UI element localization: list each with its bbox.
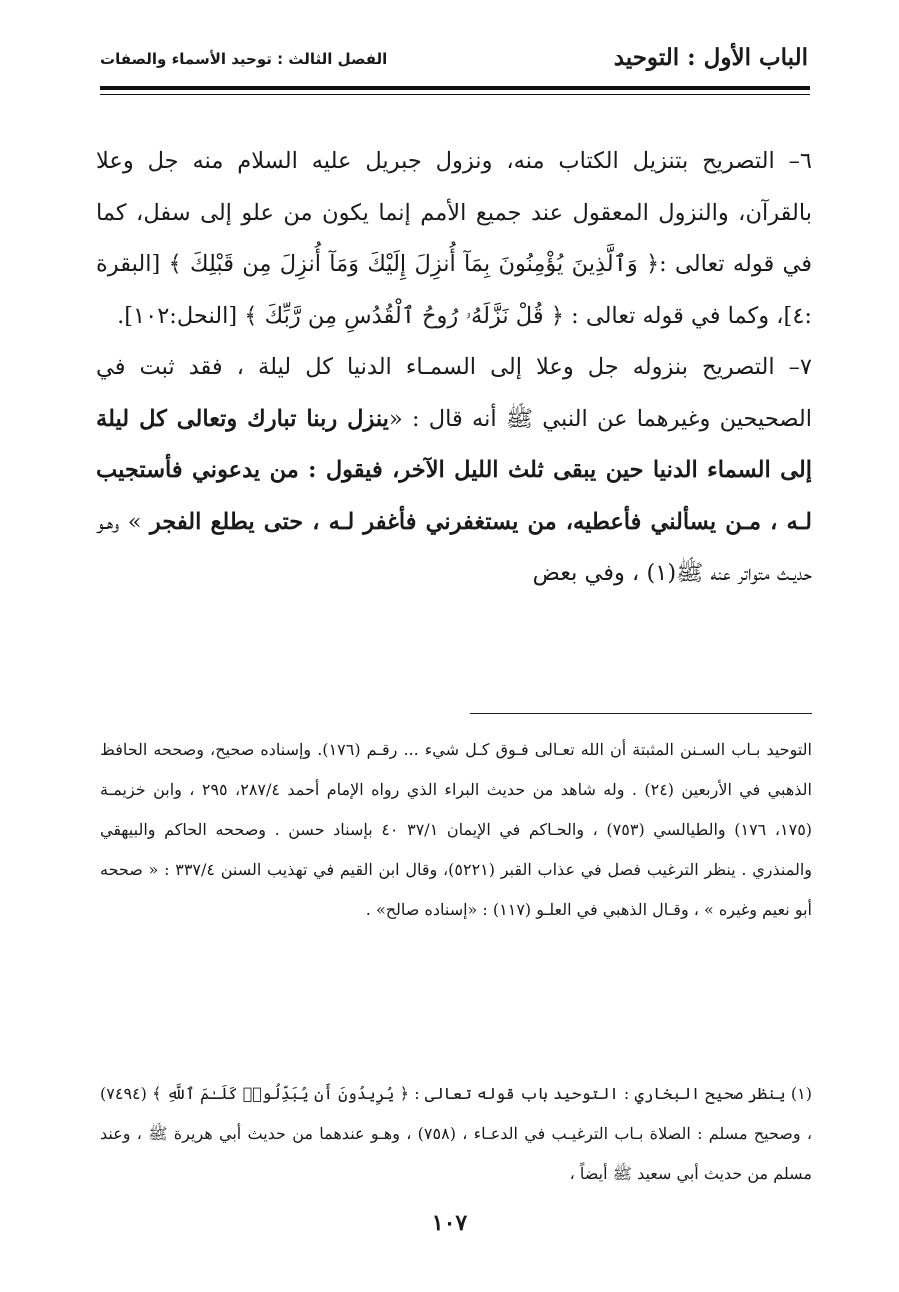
running-header [100,40,808,76]
hadith-text: ينزل ربنا تبارك وتعالى كل ليلة إلى السماء الدنيا حين يبقى ثلث الليل الآخر، فيقول : من يدعوني فأستجيب لـه ، مـن يسألني فأعطيه، من يستغفرني فأغفر لـه ، حتى يطلع الفجر [96,405,812,535]
paragraph-6: ٦– التصريح بتنزيل الكتاب منه، ونزول جبريل عليه السلام منه جل وعلا بالقرآن، والنزول المعقول عند جميع الأمم إنما يكون من علو إلى سفل، كما في قوله تعالى :﴿ وَٱلَّذِينَ يُؤْمِنُونَ بِمَآ أُنزِلَ إِلَيْكَ وَمَآ أُنزِلَ مِن قَبْلِكَ ﴾ [البقرة :٤]، وكما في قوله تعالى : ﴿ قُلْ نَزَّلَهُۥ رُوحُ ٱلْقُدُسِ مِن رَّبِّكَ ﴾ [النحل:١٠٢]. [96,148,812,329]
footnote-continuation-text: التوحيد بـاب السـنن المثبتة أن الله تعـالى فـوق كـل شيء ... رقـم (١٧٦). وإسناده صحيح، وصححه الحافظ الذهبي في الأربعين (٢٤) . وله شاهد من حديث البراء الذي رواه الإمام أحمد ٢٨٧/٤، ٢٩٥ ، وابن خزيمـة (١٧٥، ١٧٦) والطيالسي (٧٥٣) ، والحـاكم في الإيمان ٣٧/١ ٤٠ بإسناد حسن . وصححه الحاكم والبيهقي والمنذري . ينظر الترغيب فصل في عذاب القبر (٥٢٢١)، وقال ابن القيم في تهذيب السنن ٣٣٧/٤ : « صححه أبو نعيم وغيره » ، وقـال الذهبي في العلـو (١١٧) : «إسناده صالح» . [100,740,813,919]
section-title: الفصل الثالث : توحيد الأسماء والصفات [100,50,388,68]
footnote-1 [100,1074,812,1194]
page-number: ١٠٧ [431,1210,468,1236]
paragraph-7 [96,342,812,600]
header-rule-thick [100,86,810,90]
chapter-title: الباب الأول : التوحيد [613,44,808,71]
paragraph-7-end: » وهـو حديـث متواتر عنه ﷺ(١) ، وفي بعض [96,508,812,586]
header-rule-thin [100,94,810,95]
footnote-separator [470,713,812,714]
main-text [96,136,812,600]
paragraph-7-intro: ٧– التصريح بنزوله جل وعلا إلى السمـاء الدنيا كل ليلة ، فقد ثبت في الصحيحين وغيرهما عن النبي ﷺ أنه قال : « [96,354,812,432]
footnote-continuation [100,730,812,930]
footnote-1-text: (١) ينظر صحيح البخاري : التوحيد باب قوله تعالى : ﴿ يُرِيدُونَ أَن يُبَدِّلُوا۟ كَلَـٰمَ ٱللَّهِ ﴾ (٧٤٩٤) ، وصحيح مسلم : الصلاة بـاب الترغيـب في الدعـاء ، (٧٥٨) ، وهـو عندهما من حديث أبي هريرة ﷺ ، وعند مسلم من حديث أبي سعيد ﷺ أيضاً ، [100,1084,813,1183]
